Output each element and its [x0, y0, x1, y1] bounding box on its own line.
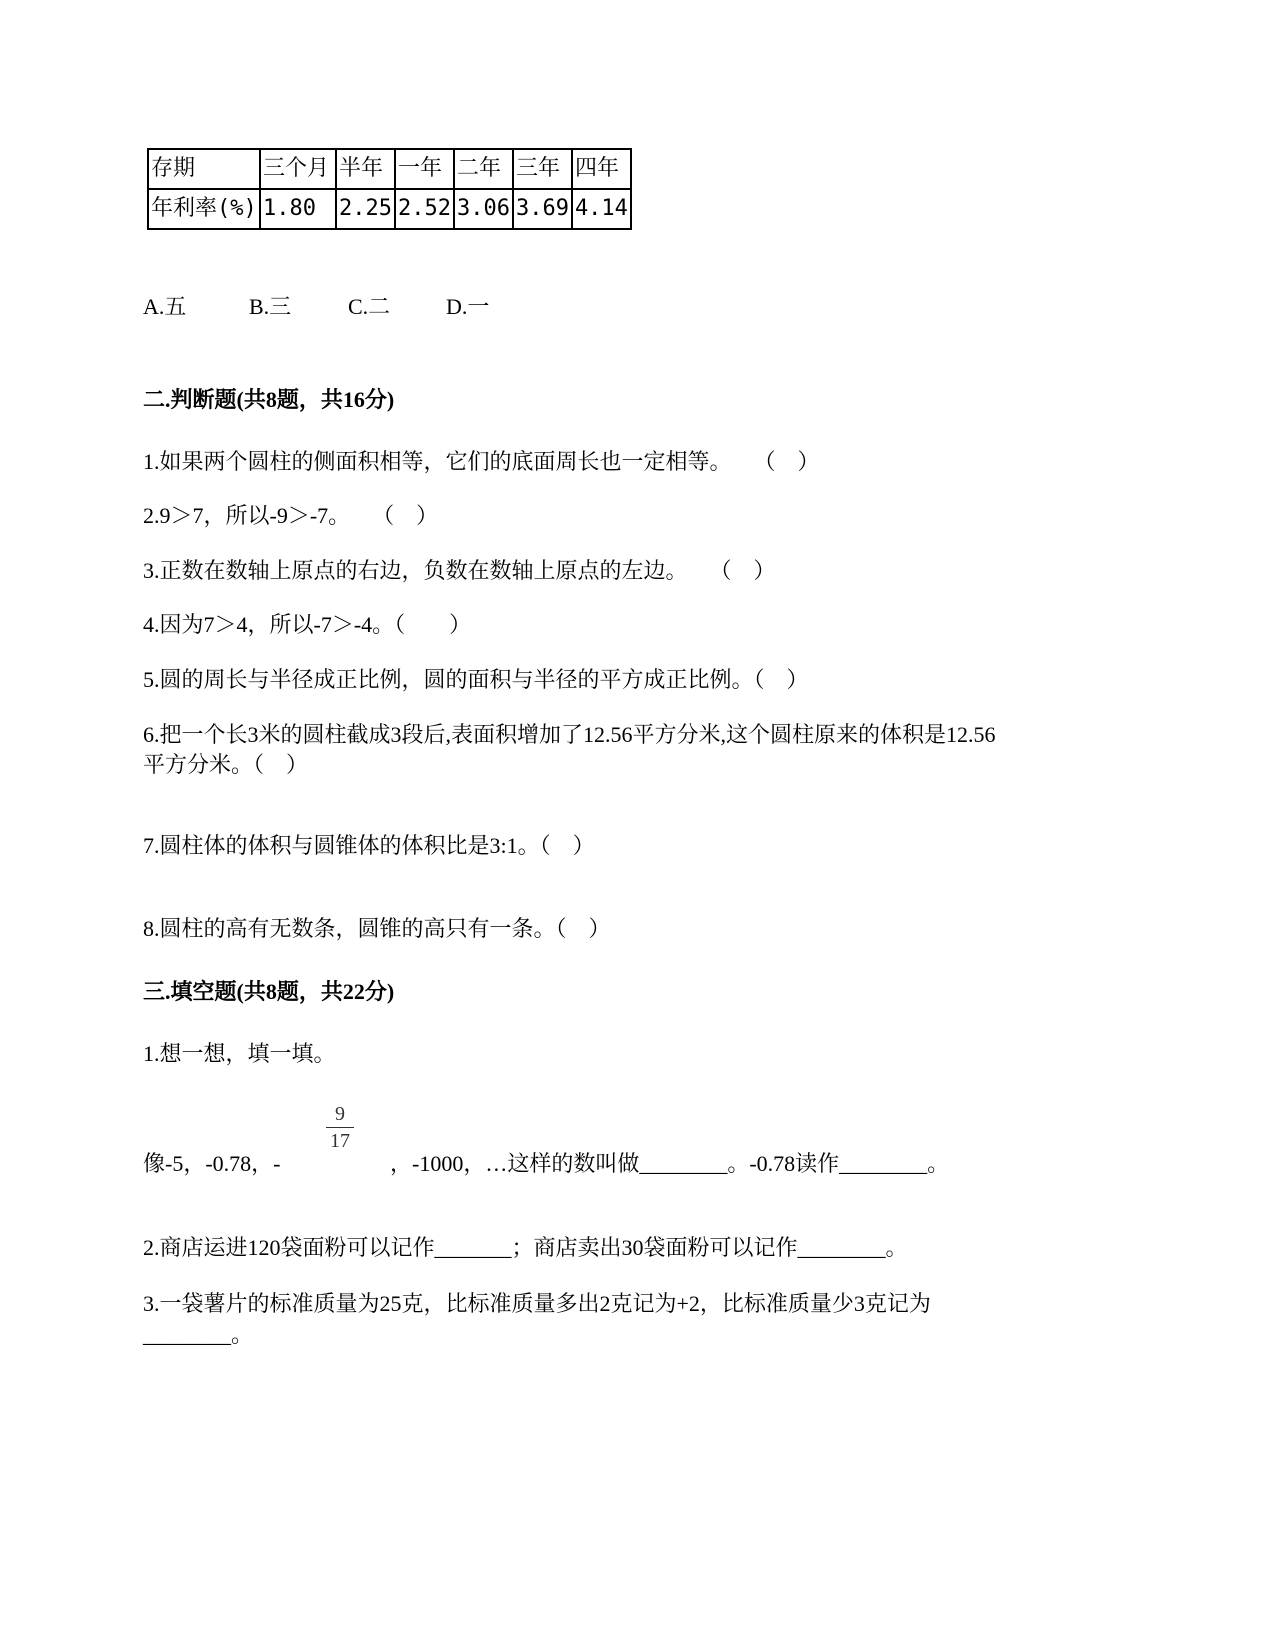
fill-question-3-cont: ________。	[143, 1322, 254, 1347]
table-cell: 一年	[395, 149, 454, 189]
table-cell: 三个月	[260, 149, 336, 189]
fill-question-1-suffix: ，-1000，…这样的数叫做________。-0.78读作________。	[390, 1151, 950, 1176]
section-3-title: 三.填空题(共8题，共22分)	[143, 979, 395, 1004]
table-row	[148, 149, 631, 189]
judge-question-5: 5.圆的周长与半径成正比例，圆的面积与半径的平方成正比例。（ ）	[143, 667, 809, 692]
fill-question-1-prefix: 像-5，-0.78，-	[143, 1151, 281, 1176]
option-c: C.二	[348, 294, 391, 319]
table-cell: 2.52	[395, 189, 454, 229]
table-cell: 存期	[148, 149, 260, 189]
fill-question-3: 3.一袋薯片的标准质量为25克，比标准质量多出2克记为+2，比标准质量少3克记为	[143, 1291, 931, 1316]
table-cell: 年利率(%)	[148, 189, 260, 229]
table-cell: 2.25	[336, 189, 395, 229]
judge-question-6-cont: 平方分米。（ ）	[143, 752, 309, 777]
table-cell: 四年	[572, 149, 631, 189]
table-cell: 半年	[336, 149, 395, 189]
interest-rate-table	[147, 148, 632, 230]
judge-question-1: 1.如果两个圆柱的侧面积相等，它们的底面周长也一定相等。 （ ）	[143, 449, 820, 474]
option-d: D.一	[446, 294, 490, 319]
fraction	[326, 1102, 354, 1153]
judge-question-7: 7.圆柱体的体积与圆锥体的体积比是3:1。（ ）	[143, 833, 595, 858]
fraction-denominator: 17	[330, 1130, 350, 1152]
judge-question-4: 4.因为7＞4，所以-7＞-4。（ ）	[143, 612, 472, 637]
table-cell: 二年	[454, 149, 513, 189]
table-row	[148, 189, 631, 229]
judge-question-2: 2.9＞7，所以-9＞-7。 （ ）	[143, 503, 439, 528]
table-cell: 三年	[513, 149, 572, 189]
fraction-numerator: 9	[335, 1103, 345, 1125]
fraction-bar	[326, 1127, 354, 1128]
table-cell: 1.80	[260, 189, 336, 229]
judge-question-3: 3.正数在数轴上原点的右边，负数在数轴上原点的左边。 （ ）	[143, 558, 776, 583]
judge-question-8: 8.圆柱的高有无数条，圆锥的高只有一条。（ ）	[143, 916, 611, 941]
section-2-title: 二.判断题(共8题，共16分)	[143, 387, 395, 412]
table-cell: 3.69	[513, 189, 572, 229]
table-cell: 4.14	[572, 189, 631, 229]
fill-question-2: 2.商店运进120袋面粉可以记作_______；商店卖出30袋面粉可以记作________。	[143, 1235, 908, 1260]
fill-question-1: 1.想一想，填一填。	[143, 1041, 336, 1066]
option-b: B.三	[249, 294, 292, 319]
option-a: A.五	[143, 294, 187, 319]
table-cell: 3.06	[454, 189, 513, 229]
judge-question-6: 6.把一个长3米的圆柱截成3段后,表面积增加了12.56平方分米,这个圆柱原来的体积是12.56	[143, 722, 996, 747]
